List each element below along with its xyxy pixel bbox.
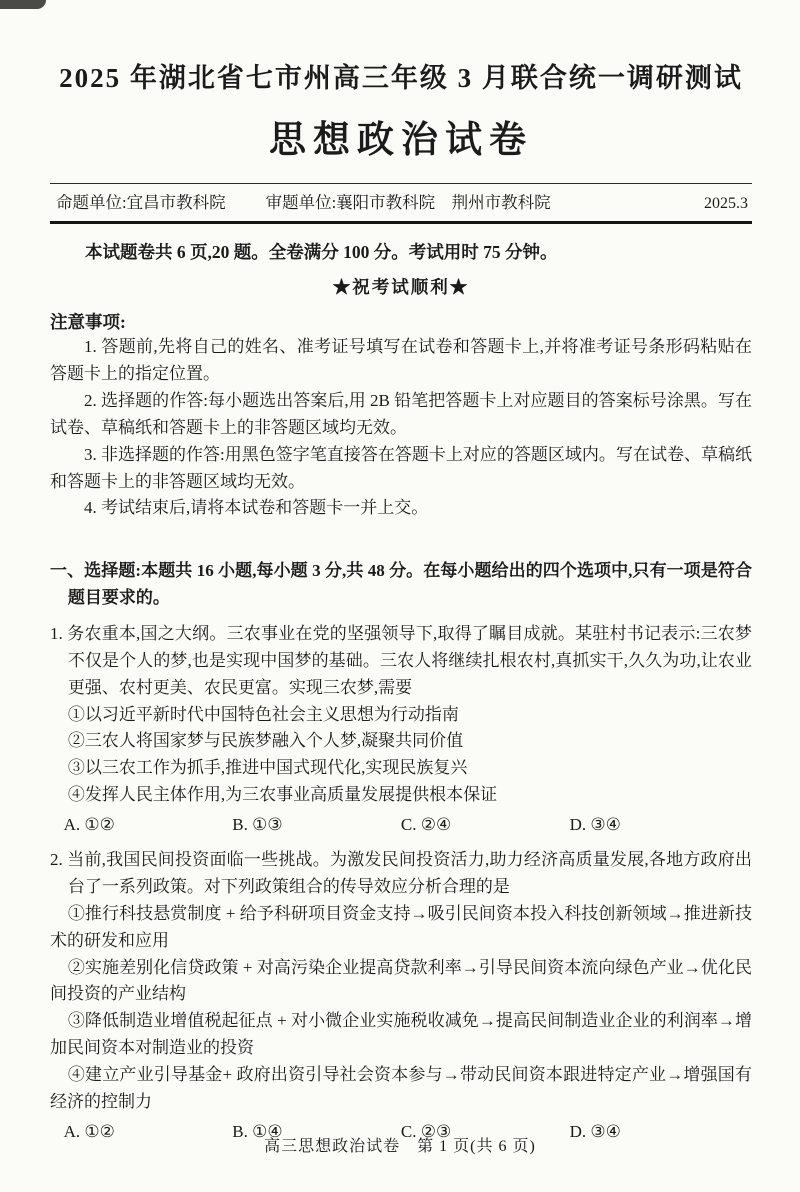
question-2-stem: 2. 当前,我国民间投资面临一些挑战。为激发民间投资活力,助力经济高质量发展,各地方政府出台了一系列政策。对下列政策组合的传导效应分析合理的是 <box>50 850 752 897</box>
exam-title: 2025 年湖北省七市州高三年级 3 月联合统一调研测试 <box>59 63 743 93</box>
notice-item-1: 1. 答题前,先将自己的姓名、准考证号填写在试卷和答题卡上,并将准考证号条形码粘贴在答题卡上的指定位置。 <box>50 337 752 384</box>
question-1-choice-c: C. ②④ <box>400 815 452 834</box>
notice-item-4: 4. 考试结束后,请将本试卷和答题卡一并上交。 <box>84 498 429 518</box>
notice-heading: 注意事项: <box>50 312 126 333</box>
scan-artifact <box>0 0 46 9</box>
question-2-statement-3: ③降低制造业增值税起征点 + 对小微企业实施税收减免→提高民间制造业企业的利润率→增加民间资本对制造业的投资 <box>50 1011 752 1058</box>
question-1-choice-a: A. ①② <box>63 815 115 834</box>
exam-date: 2025.3 <box>704 195 748 212</box>
paper-header <box>50 56 752 224</box>
question-1-choices <box>50 811 752 838</box>
question-1-statement-3: ③以三农工作为抓手,推进中国式现代化,实现民族复兴 <box>67 758 468 778</box>
paper-name: 思想政治试卷 <box>269 120 533 161</box>
question-2-statement-4: ④建立产业引导基金+ 政府出资引导社会资本参与→带动民间资本跟进特定产业→增强国有经济的控制力 <box>50 1065 752 1111</box>
question-2 <box>50 847 752 1145</box>
question-2-choice-b: B. ①④ <box>232 1121 283 1141</box>
setter-unit: 命题单位:宜昌市教科院 <box>56 193 226 212</box>
question-2-statement-1: ①推行科技悬赏制度 + 给予科研项目资金支持→吸引民间资本投入科技创新领域→推进新技术的研发和应用 <box>50 903 752 950</box>
exam-wish: ★祝考试顺利★ <box>332 277 470 298</box>
question-1-statement-4: ④发挥人民主体作用,为三农事业高质量发展提供根本保证 <box>67 785 498 805</box>
question-1-choice-d: D. ③④ <box>569 815 621 834</box>
section-1-heading: 一、选择题:本题共 16 小题,每小题 3 分,共 48 分。在每小题给出的四个选项中,只有一项是符合题目要求的。 <box>50 561 752 608</box>
question-2-statement-2: ②实施差别化信贷政策 + 对高污染企业提高贷款利率→引导民间资本流向绿色产业→优化民间投资的产业结构 <box>50 957 752 1004</box>
question-1-statement-2: ②三农人将国家梦与民族梦融入个人梦,凝聚共同价值 <box>67 731 464 751</box>
question-1-statement-1: ①以习近平新时代中国特色社会主义思想为行动指南 <box>67 704 459 724</box>
reviewer-units: 审题单位:襄阳市教科院 荆州市教科院 <box>265 193 551 212</box>
meta-row <box>50 183 752 224</box>
notice-section <box>50 309 752 522</box>
question-2-choice-d: D. ③④ <box>569 1121 621 1141</box>
notice-item-3: 3. 非选择题的作答:用黑色签字笔直接答在答题卡上对应的答题区域内。写在试卷、草稿纸和答题卡上的非答题区域均无效。 <box>50 444 752 491</box>
paper-summary: 本试题卷共 6 页,20 题。全卷满分 100 分。考试用时 75 分钟。 <box>85 242 558 262</box>
page-footer: 高三思想政治试卷 第 1 页(共 6 页) <box>264 1138 536 1155</box>
question-1-choice-b: B. ①③ <box>232 815 283 834</box>
question-1 <box>50 621 752 838</box>
question-2-choice-a: A. ①② <box>63 1121 115 1141</box>
question-1-stem: 1. 务农重本,国之大纲。三农事业在党的坚强领导下,取得了瞩目成就。某驻村书记表示:三农梦不仅是个人的梦,也是实现中国梦的基础。三农人将继续扎根农村,真抓实干,久久为功,让农业更强、农村更美、农民更富。实现三农梦,需要 <box>50 623 752 697</box>
notice-item-2: 2. 选择题的作答:每小题选出答案后,用 2B 铅笔把答题卡上对应题目的答案标号涂黑。写在试卷、草稿纸和答题卡上的非答题区域均无效。 <box>50 390 752 437</box>
question-2-choice-c: C. ②③ <box>400 1121 452 1141</box>
